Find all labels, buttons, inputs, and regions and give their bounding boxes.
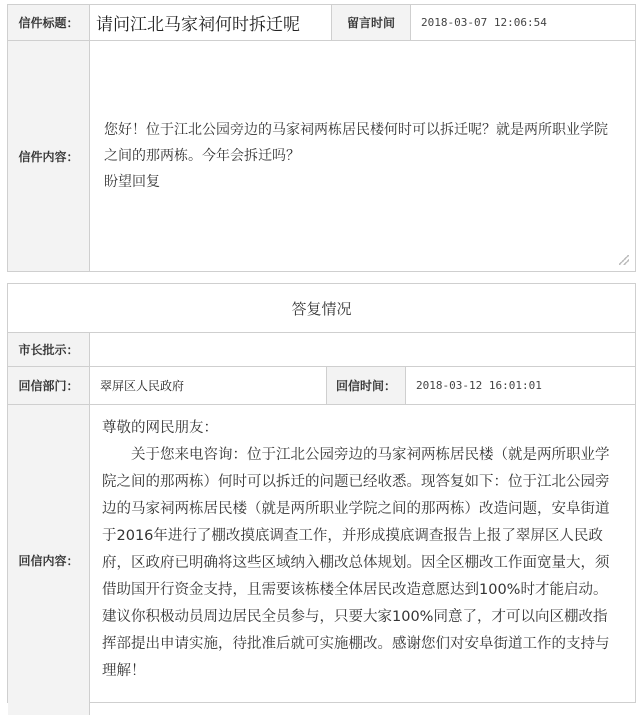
subject-label: 信件标题： xyxy=(8,5,90,40)
content-label: 信件内容： xyxy=(8,41,90,271)
letter-content-line: 您好！位于江北公园旁边的马家祠两栋居民楼何时可以拆迁呢？就是两所职业学院之间的那两栋。今年会拆迁吗？ xyxy=(104,122,608,164)
subject-row xyxy=(8,5,635,41)
mayor-value xyxy=(90,333,635,366)
resize-grip-icon[interactable] xyxy=(619,255,629,265)
mayor-row xyxy=(8,333,635,367)
letter-table xyxy=(7,4,636,272)
reply-time: 2018-03-12 16:01:01 xyxy=(416,379,542,392)
reply-greeting: 尊敬的网民朋友： xyxy=(102,420,218,436)
reply-content-row xyxy=(8,405,635,715)
posted-time: 2018-03-07 12:06:54 xyxy=(421,16,547,29)
posted-time-label: 留言时间 xyxy=(331,5,411,40)
dept-label: 回信部门： xyxy=(8,367,90,404)
reply-table xyxy=(7,283,636,703)
reply-content-label: 回信内容： xyxy=(8,405,90,715)
content-row xyxy=(8,41,635,271)
letter-subject: 请问江北马家祠何时拆迁呢 xyxy=(96,15,300,35)
reply-section-title: 答复情况 xyxy=(8,284,635,333)
dept-row xyxy=(8,367,635,405)
reply-content xyxy=(90,405,635,715)
reply-dept: 翠屏区人民政府 xyxy=(100,379,185,393)
reply-time-label: 回信时间： xyxy=(326,367,406,404)
reply-body-text: 关于您来电咨询：位于江北公园旁边的马家祠两栋居民楼（就是两所职业学院之间的那两栋）何时可以拆迁的问题已经收悉。现答复如下：位于江北公园旁边的马家祠两栋居民楼（就是两所职业学院之间的那两栋）改造问题，安阜街道于2016年进行了棚改摸底调查工作，并形成摸底调查报告上报了翠屏区人民政府，区政府已明确将这些区域纳入棚改总体规划。因全区棚改工作面宽量大，须借助国开行资金支持，且需要该栋楼全体居民改造意愿达到100%时才能启动。建议你积极动员周边居民全员参与，只要大家100%同意了，才可以向区棚改指挥部提出申请实施，待批准后就可实施棚改。感谢您们对安阜街道工作的支持与理解！ xyxy=(102,447,610,679)
mayor-label: 市长批示： xyxy=(8,333,90,366)
letter-content-line: 盼望回复 xyxy=(104,174,160,190)
letter-content-box[interactable] xyxy=(90,41,635,271)
